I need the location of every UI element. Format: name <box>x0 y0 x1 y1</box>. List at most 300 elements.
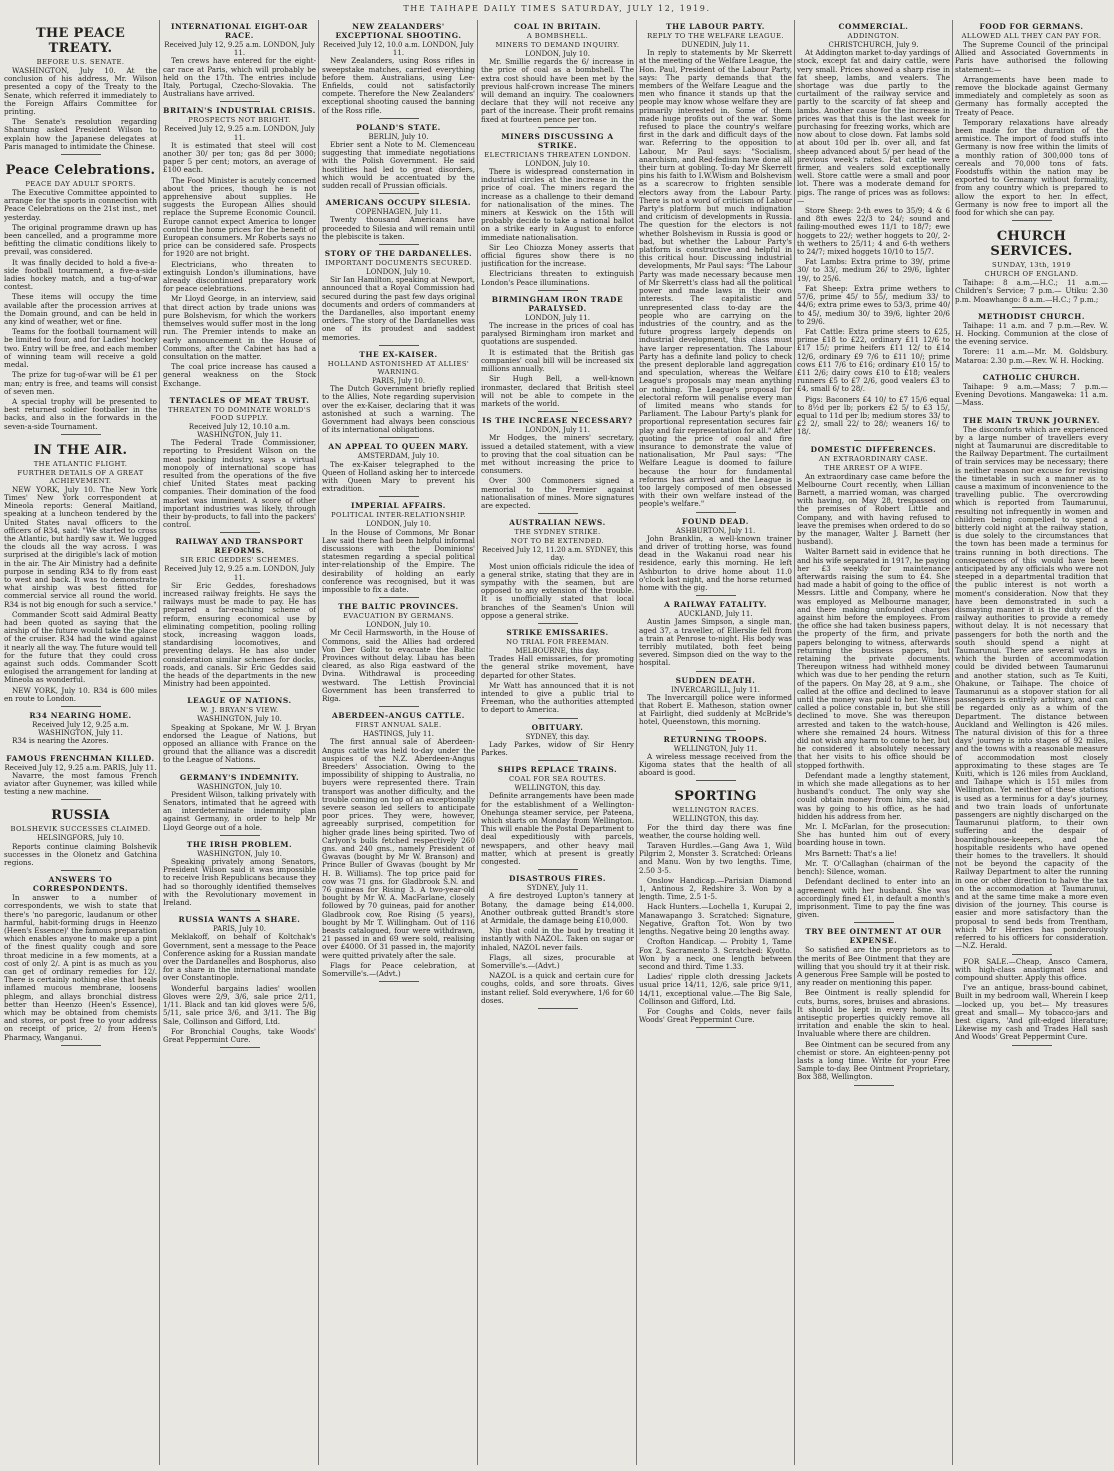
article-paragraph: Taihape: 11 a.m. and 7 p.m.—Rev. W. H. Hocking. Communion at the close of the evening service. <box>955 320 1108 347</box>
article-divider <box>220 691 260 692</box>
article-paragraph: Ebrier sent a Note to M. Clemenceau suggesting that immediate negotiations with the Polish Government. He said hostilities had led to great disorders, which would be accentuated by the sudden recall of Prussian officials. <box>322 140 475 191</box>
article <box>481 132 634 291</box>
article-divider <box>220 910 260 911</box>
article-paragraph: Sir Hugh Bell, a well-known ironmaster, declared that British steel will not be able to compete in the markets of the world. <box>481 374 634 408</box>
article-heading: INTERNATIONAL EIGHT-OAR RACE. <box>170 22 309 40</box>
article-heading: TRY BEE OINTMENT AT OUR EXPENSE. <box>805 927 942 946</box>
article <box>955 22 1108 221</box>
article-subheading: THE SYDNEY STRIKE. <box>514 528 601 537</box>
article <box>322 198 475 245</box>
article-heading: RAILWAY AND TRANSPORT REFORMS. <box>175 537 304 556</box>
article <box>163 915 316 1048</box>
article-paragraph: NAZOL is a quick and certain cure for coughs, colds, and sore throats. Gives instant relief. Sold everywhere, 1/6 for 60 doses. <box>481 971 634 1005</box>
article-paragraph: New Zealanders, using Ross rifles in sweepstake matches, carried everything before them. Australians, using Lee-Enfields, could not satisfactorily compete. Therefore the New Zealanders' exceptional shooting caused the banning of the Ross rifle. <box>322 56 475 115</box>
article-heading: FOOD FOR GERMANS. <box>979 22 1084 31</box>
article-paragraph: Electricians threaten to extinguish London's Peace illuminations. <box>481 269 634 287</box>
article-divider <box>1012 954 1052 955</box>
article-paragraph: The ex-Kaiser telegraphed to the Queen of Holland asking her to intercede with Queen Mary to prevent his extradition. <box>322 459 475 494</box>
article-divider <box>379 244 419 245</box>
article-heading: R34 NEARING HOME. <box>29 711 132 720</box>
article <box>163 773 316 836</box>
dateline: AMSTERDAM, July 10. <box>357 452 440 461</box>
article-paragraph: A special trophy will be presented to best returned soldier footballer in the backs, and also in the forwards in the seven-a-side Tournament. <box>4 396 157 431</box>
article <box>955 373 1108 412</box>
article-divider <box>379 597 419 598</box>
article-paragraph: Reports continue claiming Bolshevik successes in the Olonetz and Gatchina regions. <box>4 841 157 868</box>
article-heading: AN APPEAL TO QUEEN MARY. <box>328 442 469 452</box>
article-paragraph: Bee Ointment can be secured from any chemist or store. An eighteen-penny pot lasts a long time. Write for your Free Sample to-day. Bee Ointment Proprietary, Box 388, Wellington. <box>797 1039 950 1082</box>
masthead: THE TAIHAPE DAILY TIMES SATURDAY, JULY 12, 1919. <box>403 4 711 13</box>
article-paragraph: John Branklin, a well-known trainer and driver of trotting horse, was found dead in the Wakanui road near his residence, early this morning. He left Ashburton to drive home about 11.0 o'clock last night, and the horse returned home with the gig. <box>639 533 792 592</box>
article <box>481 295 634 412</box>
article-paragraph: For Coughs and Colds, never fails Woods' Great Peppermint Cure. <box>639 1006 792 1025</box>
article-paragraph: Hack Hunters.—Lochella 1, Kurupai 2, Manawapango 3. Scratched: Signature, Negative, Grafton Tot. Won by two lengths. Negative being 20 lengths away. <box>639 902 792 937</box>
article <box>163 840 316 911</box>
column-5 <box>639 18 792 1466</box>
dateline: CHRISTCHURCH, July 9. <box>828 41 919 49</box>
article-subheading: W. J. BRYAN'S VIEW. <box>200 706 279 715</box>
article-subheading: COAL FOR SEA ROUTES. <box>508 775 607 784</box>
article-divider <box>220 768 260 769</box>
article-paragraph: Definite arrangements have been made for the establishment of a Wellington-Onehunga steamer service, per Pateena, which starts on Monday from Wellington. This will enable the Postal Department to deal expeditiously with parcels, newspapers, and other heavy mail matter, which at present is greatly congested. <box>481 791 634 867</box>
article-divider <box>220 1047 260 1048</box>
column-rule <box>477 20 478 1465</box>
dateline: WASHINGTON, July 10. <box>197 849 282 858</box>
article-subheading: ALLOWED ALL THEY CAN PAY FOR. <box>961 32 1102 40</box>
dateline: Received July 12, 11.20 a.m. SYDNEY, this day. <box>482 546 633 563</box>
article-heading: STRIKE EMISSARIES. <box>506 627 609 637</box>
article-heading: OBITUARY. <box>531 722 584 732</box>
article-paragraph: Taihape: 9 a.m.—Mass; 7 p.m.—Evening Devotions. Mangaweka: 11 a.m.—Mass. <box>955 381 1108 408</box>
dateline: BERLIN, July 10. <box>368 132 429 141</box>
column-rule <box>159 20 160 1465</box>
article-paragraph: In answer to a number of correspondents, we wish to state that there's 'no paregoric, laudanum or other harmful, habit-forming drugs in Heenzo (Heen's Essence)' the famous preparation which enables anyone to make up a pint of the finest quality cough and sore throat medicine in a few moments, at a cost of only 2/. A pint is as much as you can get of ordinary remedies for 12/. There is certainly nothing else that heals inflamed mucous membrane, loosens phlegm, and allays bronchial distress better than Heenzo (Heen's Essence), which may be obtained from chemists and stores, or post free to your address on receipt of price, 2/ from Heen's Pharmacy, Wanganui. <box>4 893 157 1042</box>
article <box>639 735 792 782</box>
article <box>639 22 792 513</box>
article-subheading: A BOMBSHELL. <box>526 32 589 40</box>
dateline: PARIS, July 10. <box>371 376 426 385</box>
article-subheading: SUNDAY, 13th, 1919 <box>992 261 1071 270</box>
article-subheading: THE ATLANTIC FLIGHT. <box>33 459 128 468</box>
article-paragraph: For Bronchial Coughs, take Woods' Great Peppermint Cure. <box>163 1026 316 1044</box>
dateline: SYDNEY, July 11. <box>526 884 589 893</box>
article-paragraph: It is estimated that steel will cost another 30/ per ton; gas 8d per 3000; paper 5 per cent; motors, an average of £100 each. <box>163 140 316 175</box>
article-subheading: SIR ERIC GEDDES' SCHEMES. <box>180 556 299 565</box>
article <box>322 501 475 598</box>
article-paragraph: Walter Barnett said in evidence that he and his wife separated in 1917, he paying her £3 weekly for maintenance afterwards raising the sum to £4. She had made a habit of going to the office of Messrs. Little and Company, where he was employed as Melbourne manager, and there making unfounded charges against him before the employees. From the office she had taken business papers, the property of the firm, and private papers belonging to witness, afterwards returning the business papers, but retaining the private documents. Thereupon witness had withheld money which was due to her pending the return of the papers. On May 28, at 9 a.m., she called at the office and declined to leave until the money was paid to her. Witness called a police constable in, but she still declined to move. She was thereupon arrested and taken to the watch-house, where she remained 24 hours. Witness did not wish any harm to come to her, but he considered it absolutely necessary that her visits to his office should be stopped forthwith. <box>797 547 950 770</box>
article-divider <box>1012 307 1052 308</box>
dateline: WELLINGTON, this day. <box>514 784 601 793</box>
article-paragraph: Onslow Handicap.—Parisian Diamond 1, Antinous 2, Redshire 3. Won by a length. Time, 2.5 1-5. <box>639 875 792 902</box>
dateline: LONDON, July 11. <box>525 426 590 435</box>
article-heading: THE IRISH PROBLEM. <box>186 839 293 849</box>
article <box>955 416 1108 955</box>
article-heading: THE EX-KAISER. <box>359 349 438 359</box>
article-paragraph: Mr. I. McFarlan, for the prosecution: She has hunted him out of every boarding house in town. <box>797 822 950 848</box>
dateline: LONDON, July 10. <box>525 50 590 58</box>
dateline: Received July 12, 9.25 a.m. LONDON, July 11. <box>164 41 315 58</box>
article-subheading: MINERS TO DEMAND INQUIRY. <box>495 41 620 49</box>
article-subheading: PEACE DAY ADULT SPORTS. <box>25 180 136 189</box>
article-divider <box>379 496 419 497</box>
article-divider <box>1012 411 1052 412</box>
article-heading: DOMESTIC DIFFERENCES. <box>810 444 937 454</box>
article-heading: ABERDEEN-ANGUS CATTLE. <box>332 711 465 721</box>
dateline: SYDNEY, this day. <box>525 732 590 741</box>
article-paragraph: NEW YORK, July 10. R34 is 600 miles en route to London. <box>4 685 157 703</box>
article-paragraph: Speaking privately among Senators, President Wilson said it was impossible to receive Irish Republicans because they had so thoroughly identified themselves with the Revolutionary movement in Ireland. <box>163 857 316 908</box>
article-subheading: PROSPECTS NOT BRIGHT. <box>188 116 291 125</box>
article-divider <box>220 532 260 533</box>
article-heading: IMPERIAL AFFAIRS. <box>351 501 446 511</box>
article-subheading: CHURCH OF ENGLAND. <box>984 270 1079 279</box>
article-subheading: POLITICAL INTER-RELATIONSHIP. <box>331 511 466 520</box>
article-paragraph: An extraordinary case came before the Melbourne Court recently, when Lillian Barnett, a married woman, was charged with having, on May 28, trespassed on the premises of Robert Little and Company, and with having refused to leave the premises when ordered to do so by the manager, Walter J. Barnett (her husband). <box>797 471 950 547</box>
article <box>163 396 316 534</box>
article <box>481 874 634 1009</box>
article-subheading: THREATEN TO DOMINATE WORLD'S FOOD SUPPLY. <box>167 405 312 422</box>
article-paragraph: Mr Watt has announced that it is not intended to give a public trial to Freeman, who the authorities attempted to deport to America. <box>481 680 634 715</box>
article-divider <box>696 512 736 513</box>
dateline: LONDON, July 10. <box>366 621 431 630</box>
article-heading: FAMOUS FRENCHMAN KILLED. <box>6 753 155 763</box>
article-divider <box>854 1085 894 1086</box>
article <box>163 537 316 692</box>
article-subheading: FURTHER DETAILS OF A GREAT ACHIEVEMENT. <box>17 468 144 485</box>
article-paragraph: At Addington market to-day yardings of stock, except fat and dairy cattle, were very small. Prices showed a sharp rise in fat sheep, lambs, and vealers. The shortage was due partly to the curtailment of the railway service and partly to the scarcity of fat sheep and lambs. Another cause for the increase in prices was that this is the last week for purchasing for freezing works, which are now about to close down. Fat lambs sold at about 10d per lb. over all, and fat sheep advanced about 5/ per head of the previous week's rates. Fat cattle were firmer, and vealers sold exceptionally well. Store cattle were a small and poor lot. There was a moderate demand for pigs. The range of prices was as follows:— <box>797 48 950 205</box>
article-paragraph: The Supreme Council of the principal Allied and Associated Governments in Paris have authorised the following statement:— <box>955 40 1108 74</box>
dateline: LONDON, July 10. <box>366 268 431 277</box>
dateline: INVERCARGILL, July 11. <box>671 685 760 694</box>
article-paragraph: I've an antique, brass-bound cabinet, Built in my bedroom wall, Wherein I keep—locked up, you bet— My treasures great and small— My tobacco-jars and best cigars, 'And gilt-edged literature; Likewise my cash and Trades Hall sash And Woods' Great Peppermint Cure. <box>955 983 1108 1042</box>
article-divider <box>220 391 260 392</box>
article-heading: COMMERCIAL. <box>838 22 909 31</box>
article-subheading: THE ARREST OF A WIFE. <box>824 463 923 472</box>
dateline: Received July 12, 9.25 a.m. LONDON, July 11. <box>164 565 315 582</box>
article-divider <box>379 981 419 982</box>
article-paragraph: A fire destroyed Lupton's tannery at Botany, the damage being £14,000. Another outbreak gutted Brandt's store at Armidale, the damage being £10,000. <box>481 891 634 926</box>
column-rule <box>636 20 637 1465</box>
article-heading: BIRMINGHAM IRON TRADE PARALYSED. <box>491 294 624 313</box>
article <box>639 600 792 671</box>
article-divider <box>538 290 578 291</box>
article-heading: STORY OF THE DARDANELLES. <box>324 249 473 259</box>
article-divider <box>538 623 578 624</box>
article <box>797 445 950 924</box>
article-divider <box>379 118 419 119</box>
article-paragraph: Fat Lambs: Extra prime to 39/, prime 30/ to 33/, medium 26/ to 29/6, lighter 19/, to 25/6. <box>797 257 950 283</box>
article-heading: LEAGUE OF NATIONS. <box>187 696 292 706</box>
article-paragraph: Meklakoff, on behalf of Koltchak's Government, sent a message to the Peace Conference asking for a Russian mandate over the Dardanelles and Bosphorus, also for a share in the international mandate over Constantinople. <box>163 932 316 983</box>
article-heading: SPORTING <box>674 789 757 805</box>
dateline: MELBOURNE, this day. <box>515 646 600 655</box>
article-divider <box>538 411 578 412</box>
article-paragraph: Flags for Peace celebration, at Somerville's.—(Advt.) <box>322 960 475 979</box>
article <box>322 711 475 982</box>
article <box>163 22 316 102</box>
article-heading: RUSSIA <box>51 808 110 824</box>
article-paragraph: Navarre, the most famous French aviator after Guynemer, was killed while testing a new machine. <box>4 770 157 797</box>
article-divider <box>696 780 736 781</box>
column-6 <box>797 18 950 1466</box>
article <box>639 676 792 731</box>
article-heading: AUSTRALIAN NEWS. <box>509 518 606 528</box>
article-heading: THE BALTIC PROVINCES. <box>338 602 459 612</box>
article-paragraph: Ten crews have entered for the eight-car race at Paris, which will probably be held on the 17th. The entries include Italy, Portugal, Czecho-Slovakia. The Australians have arrived. <box>163 56 316 99</box>
article-heading: COAL IN BRITAIN. <box>513 22 602 31</box>
article-paragraph: Teams for the football tournament will be limited to four, and for Ladies' hockey two. Entry will be free, and each member of winning team will receive a gold medal. <box>4 327 157 370</box>
dateline: PARIS, July 10. <box>212 925 267 934</box>
article-paragraph: The Federal Trade Commissioner, reporting to President Wilson on the meat packing industry, says a virtual monopoly of international scope has resulted from the operations of the five chief United States meat packing companies. Their domination of the food market was imminent. A score of other important industries was likely, through their by-products, to fall into the packers' control. <box>163 438 316 530</box>
article-paragraph: Speaking at Spokane, Mr W. J. Bryan endorsed the League of Nations, but opposed an alliance with France on the ground that the alliance was a discredit to the League of Nations. <box>163 722 316 765</box>
dateline: Received July 12, 10.0 a.m. LONDON, July 11. <box>323 41 474 58</box>
article-paragraph: Over 300 Commoners signed a memorial to the Premier against nationalisation of mines. More signatures are expected. <box>481 476 634 510</box>
article-paragraph: Flags, all sizes, procurable at Somerville's.—(Advt.) <box>481 952 634 971</box>
dateline: DUNEDIN, July 11. <box>681 41 750 49</box>
article-paragraph: Sir Ian Hamilton, speaking at Newport, announced that a Royal Commission had secured during the past few days original documents and orders of commanders at the Dardanelles, also important enemy orders. The story of the Dardanelles was one of its proudest and saddest memories. <box>322 275 475 342</box>
article-subheading: NOT TO BE EXTENDED. <box>510 537 605 546</box>
dateline: LONDON, July 10. <box>525 159 590 168</box>
article-divider <box>61 799 101 800</box>
article-paragraph: WASHINGTON, July 10. At the conclusion of his address, Mr. Wilson presented a copy of the Treaty to the Senate, which referred it immediately to the Foreign Affairs Committee for printing. <box>4 66 157 117</box>
article-paragraph: The prize for tug-of-war will be £1 per man; entry is free, and teams will consist of seven men. <box>4 370 157 396</box>
article-paragraph: Mr Hodges, the miners' secretary, issued a detailed statement, with a view to proving that the coal situation can be met without increasing the price to consumers. <box>481 433 634 476</box>
article-paragraph: Most union officials ridicule the idea of a general strike, stating that they are in sympathy with the seamen, but are opposed to any extension of the trouble. It is unofficially stated that local branches of the Seamen's Union will oppose a general strike. <box>481 561 634 620</box>
dateline: WELLINGTON, this day. <box>672 815 759 824</box>
article-divider <box>696 671 736 672</box>
article-divider <box>61 154 101 155</box>
article <box>481 765 634 870</box>
article-paragraph: Defendant declined to enter into an agreement with her husband. She was accordingly fined £1, in default a month's imprisonment. Time to pay the fine was given. <box>797 877 950 920</box>
article <box>4 711 157 750</box>
article-paragraph: Electricians, who threaten to extinguish London's illuminations, have already discontinued preparatory work for peace celebrations. <box>163 259 316 294</box>
article-paragraph: The Senate's resolution regarding Shantung asked President Wilson to explain how the Japanese delegates at Paris managed to intimidate the Chinese. <box>4 117 157 151</box>
article-paragraph: It was finally decided to hold a five-a-side football tournament, a five-a-side ladies hockey match, and a tug-of-war contest. <box>4 257 157 292</box>
dateline: COPENHAGEN, July 11. <box>355 208 442 217</box>
column-rule <box>318 20 319 1465</box>
article-divider <box>538 1008 578 1009</box>
article-paragraph: The first annual sale of Aberdeen-Angus cattle was held to-day under the auspices of the N.Z. Aberdeen-Angus Breeders' Association. Owing to the impossibility of shipping to Australia, no buyers were represented there. Train transport was another difficulty, and the trouble coming on top of an exceptionally severe season led sellers to anticipate poor prices. They were, however, agreeably surprised, competition for higher grade lines being spirited. Two of Carlyon's bulls fetched respectively 260 gns. and 240 gns., namely President of Gwavas (bought by Mr W. Branson) and Prince Buller of Gwavas (bought by Mr H. B. Williams). The top price paid for cow was 71 gns. for Gladbrook S.N. and 76 guineas for Rising 3. A two-year-old bought by Mr W. A. MacFarlane, closely followed by 70 guineas, paid for another Gladbrook cow, Roe Rising (5 years), bought by Mr T. Willingham. Out of 116 beasts catalogued, four were withdrawn, 21 passed in and 69 were sold, realising over £4000. Of 31 passed in, the majority were quitted privately after the sale. <box>322 737 475 960</box>
article-paragraph: A wireless message received from the Kigoma states that the health of all aboard is good. <box>639 751 792 778</box>
article-divider <box>379 437 419 438</box>
article-divider <box>538 718 578 719</box>
article-heading: CHURCH SERVICES. <box>990 229 1073 260</box>
article-subheading: BOLSHEVIK SUCCESSES CLAIMED. <box>10 825 151 834</box>
article-heading: THE PEACE TREATY. <box>35 26 126 56</box>
article-paragraph: FOR SALE.—Cheap, Ansco Camera, with high-class anastigmat lens and compound shutter. Apply this office. <box>955 956 1108 982</box>
article-paragraph: Mr. Smillie regards the 6/ increase in the price of coal as a bombshell. The extra cost should have been met by the previous half-crown increase The miners will demand an inquiry. The coalowners declare that they will not receive any part of the increase. Their profit remains fixed at fourteen pence per ton. <box>481 57 634 124</box>
article-divider <box>696 595 736 596</box>
article-heading: THE MAIN TRUNK JOURNEY. <box>963 415 1100 425</box>
article-subheading: REPLY TO THE WELFARE LEAGUE. <box>647 32 784 40</box>
article <box>322 249 475 346</box>
article <box>955 312 1108 369</box>
dateline: ASHBURTON, July 11. <box>675 526 756 535</box>
article-paragraph: Taraven Hurdles.—Gang Awa 1, Wild Pilgrim 2, Monster 3. Scratched: Orleans and Manu. Won by two lengths. Time, 2.50 3-5. <box>639 841 792 875</box>
article-paragraph: Austin James Simpson, a single man, aged 37, a traveller, of Ellerslie fell from a train at Penrose to-night. His body was terribly mutilated, both feet being severed. Simpson died on the way to the hospital. <box>639 617 792 668</box>
article-paragraph: Taihape: 8 a.m.—H.C.; 11 a.m.—Children's Service; 7 p.m.— Utiku: 2.30 p.m. Moawhango: 8 a.m.—H.C.; 7 p.m.; <box>955 278 1108 304</box>
article-divider <box>379 345 419 346</box>
article-paragraph: So satisfied are the proprietors as to the merits of Bee Ointment that they are willing that you should try it at their risk. A generous Free Sample will be posted to any reader on mentioning this paper. <box>797 945 950 988</box>
article-paragraph: Arrangements have been made to remove the blockade against Germany immediately and completely as soon as Germany has formally accepted the Treaty of Peace. <box>955 74 1108 117</box>
column-rule <box>794 20 795 1465</box>
article-divider <box>379 706 419 707</box>
article-heading: RUSSIA WANTS A SHARE. <box>178 915 301 925</box>
article <box>481 518 634 624</box>
dateline: LONDON, July 11. <box>525 313 590 322</box>
article-heading: ANSWERS TO CORRESPONDENTS. <box>32 875 129 894</box>
article-paragraph: The discomforts which are experienced by a large number of travellers every night at Taumarunui are discreditable to the Railway Department. The curtailment of train services may be necessary; there is neither reason nor excuse for revising the timetable in such a manner as to cause a maximum of inconvenience to the travelling public. The overcrowding which is reported from Taumarunui, resulting not infrequently in women and children being compelled to spend a bitterly cold night at the railway station, is due solely to the circumstances that the town has been made a terminus for trains running in both directions. The consequences of this would have been anticipated by any officials who were not steeped in a departmental tradition that the public interest is not worth a moment's consideration. Now that they have been demonstrated in such a dismaying manner it is the duty of the railway authorities to provide a remedy without delay. It is not necessary that passengers for both the north and the south should spend a night at Taumarunui. There are several ways in which the burden of accommodation could be divided between Taumarunui and another station, such as Te Kuiti, Ohakune, or Taihape. The choice of Taumarunui as a stopover station for all passengers is entirely arbitrary, and can be regarded only as a whim of the Department. The distance between Auckland and Wellington is 426 miles. The natural division of this for a three days' journey is into stages of 92 miles, and the towns with a reasonable measure of accommodation most closely approximating to these stages are Te Kuiti, which is 126 miles from Auckland, and Taihape which is 151 miles from Wellington. Yet neither of these stations is used as a terminus for a day's journey, and two train loads of unfortunate passengers are nightly discharged on the Taumarunui platform, to their own suffering and the despair of boardinghouse-keepers, and the hospitable residents who have opened their homes to the travellers. It should not be beyond the capacity of the Railway Department to alter the running in one or other direction to halve the tax on the accommodation at Taumarunui, and at the same time make a more even division of the journey. This course is easier and more satisfactory than the proposal to send beds from Trentham, which Mr Herries has ponderously referred to his officers for consideration.—N.Z. Herald. <box>955 424 1108 951</box>
dateline: WELLINGTON, July 11. <box>673 744 758 753</box>
article-subheading: IMPORTANT DOCUMENTS SECURED. <box>325 259 472 268</box>
article <box>4 443 157 707</box>
article-paragraph: In the House of Commons, Mr Bonar Law said there had been helpful informal discussions with the Dominions' statesmen regarding a special political inter-relationship of the Empire. The desirability of holding an early conference was recognised, but it was impossible to fix a date. <box>322 527 475 594</box>
article-paragraph: In reply to statements by Mr Skerrett at the meeting of the Welfare League, the Hon. Paul, President of the Labour Party, says: The party demands that the members of the Welfare League and the men who finance it stands up that the people may know whose welfare they are primarily interested in. Some of them made huge profits out of the war. Some refused to place the country's welfare first in the dark and difficult days of the war. Referring to the opposition to Labour, Mr Paul says: "Socialism, anarchism, and Red-fedism have done all their turn at gobling. To-day Mr Skerrett pins his faith to I.W.Wism and Bolshevism as a scarecrow to frighten sensible electors away from the Labour Party. There is not a word of criticism of Labour Party's platform but much indignation and criticism of developments in Russia. The question for the electors is not whether Bolshevism in Russia is good or bad, but whether the Labour Party's platform is constructive and helpful in this critical hour. Discussing industrial developments, Mr Paul says: "The Labour Party was made necessary because men of Mr Skerrett's class had all the political power and made laws in their own interests. The capitalistic and unrepresented class to-day are the people who are carrying on the industries of the country, and as the future progress largely depends on industrial development, this class must have larger representation. The Labour Party has a definite land policy to check the present deplorable land aggregation and speculation, whereas the Welfare League's proposals may mean anything or nothing. The League's proposal for electoral reform will penalise every man of limited means who stands for Parliament. The Labour Party's plank for proportional representation secures fair play and fair representation for all." After quoting the price of coal and fire insurance to demonstrate the value of nationalisation, Mr Paul says: "The Welfare League is doomed to failure because the hour for fundamental reforms has arrived and the League is too largely composed of men obsessed with their own welfare instead of the people's welfare." <box>639 48 792 509</box>
article <box>639 517 792 597</box>
article-divider <box>696 1027 736 1028</box>
article <box>322 123 475 194</box>
article <box>163 696 316 768</box>
article-heading: SUDDEN DEATH. <box>675 675 756 685</box>
article-paragraph: Mr Cecil Harmsworth, in the House of Commons, said the Allies had ordered Von Der Goltz to evacuate the Baltic Provinces without delay. Libau has been cleared, as also Riga eastward of the Dvina. Withdrawal is proceeding westward. The Lettish Provincial Government has been transferred to Riga. <box>322 628 475 703</box>
article-heading: MINERS DISCUSSING A STRIKE. <box>501 131 614 150</box>
article-paragraph: For the third day there was fine weather, the course holding well. <box>639 822 792 840</box>
article-divider <box>538 513 578 514</box>
article-subheading: EVACUATION BY GERMANS. <box>343 612 454 621</box>
column-3 <box>322 18 475 1466</box>
dateline: WASHINGTON, July 10. <box>197 715 282 724</box>
dateline: Received July 12, 9.25 a.m. WASHINGTON, July 11. <box>32 721 129 738</box>
article-paragraph: Store Sheep: 2-th ewes to 35/9; 4 & 6 and 8th ewes 22/3 to 24/; sound and failing-mouthed ewes 11/1 to 18/7; ewe hoggets to 22/; wether hoggets to 20/, 2-th wethers to 25/11; 4 and 6-th wethers to 24/7; mixed hoggets 10/10 to 15/7. <box>797 206 950 257</box>
column-rule <box>952 20 953 1465</box>
article-heading: CATHOLIC CHURCH. <box>982 372 1081 382</box>
article-heading: IN THE AIR. <box>33 442 128 458</box>
article <box>322 602 475 707</box>
article-heading: IS THE INCREASE NECESSARY? <box>482 416 633 426</box>
article-divider <box>61 870 101 871</box>
column-1 <box>4 18 157 1466</box>
article-paragraph: The increase in the prices of coal has paralysed Birmingham iron market and quotations are suspended. <box>481 321 634 347</box>
article <box>797 22 950 441</box>
article-subheading: ELECTRICIANS THREATEN LONDON. <box>484 150 631 159</box>
article-paragraph: The coal price increase has caused a general weakness on the Stock Exchange. <box>163 362 316 388</box>
dateline: LONDON, July 10. <box>366 520 431 529</box>
article <box>639 789 792 1028</box>
article-paragraph: Commander Scott said Admiral Beatty had been quoted as saying that the airship of the future would take the place of the cruiser. R34 had the wind against it nearly all the way. The future would tell for the future that they could cross against such odds. Commander Scott eulogised the arrangement for landing at Mineola as wonderful. <box>4 609 157 685</box>
article-divider <box>220 101 260 102</box>
article-paragraph: Trades Hall emissaries, for promoting the general strike movement, have departed for other States. <box>481 654 634 680</box>
article-divider <box>538 127 578 128</box>
article-paragraph: Bee Ointment is really splendid for cuts, burns, sores, bruises and abrasions. It should be kept in every home. Its antiseptic properties quickly remove all irritation and enable the skin to heal. Invaluable where there are children. <box>797 988 950 1039</box>
article-divider <box>61 706 101 707</box>
article-paragraph: Fat Sheep: Extra prime wethers to 57/6, prime 45/ to 55/, medium 33/ to 44/6; extra prime ewes to 53/3, prime 40/ to 45/, medium 30/ to 39/6, lighter 20/6 to 29/6. <box>797 283 950 326</box>
column-7 <box>955 18 1108 1466</box>
article-paragraph: President Wilson, talking privately with Senators, intimated that he agreed with an interdeterminate indemnity plan against Germany, in order to help Mr Lloyd George out of a hole. <box>163 789 316 832</box>
article-paragraph: Lady Parkes, widow of Sir Henry Parkes. <box>481 739 634 757</box>
article-paragraph: Pigs: Baconers £4 10/ to £7 15/6 equal to 8½d per lb; porkers £2 5/ to £3 15/, equal to 11d per lb; medium stores 33/ to £2 2/, small 22/ to 28/; weaners 16/ to 18/. <box>797 394 950 437</box>
column-2 <box>163 18 316 1466</box>
article-heading: NEW ZEALANDERS' EXCEPTIONAL SHOOTING. <box>335 22 462 40</box>
article-heading: THE LABOUR PARTY. <box>666 22 765 31</box>
article-paragraph: Defendant made a lengthy statement, in which she made allegations as to her husband's conduct. The only way she could obtain money from him, she said, was by going to his office, as he had hidden his address from her. <box>797 770 950 821</box>
article <box>481 723 634 762</box>
article-heading: FOUND DEAD. <box>682 516 749 526</box>
article-heading: POLAND'S STATE. <box>356 122 441 132</box>
article-paragraph: Mr Lloyd George, in an interview, said that direct action by trade unions was pure Bolshevism, for which the workers themselves would suffer most in the long run. The Premier intends to make an early announcement in the House of Commons, after the Cabinet has had a consultation on the matter. <box>163 294 316 361</box>
article-subheading: AN EXTRAORDINARY CASE. <box>818 454 929 463</box>
dateline: AUCKLAND, July 11. <box>678 610 753 619</box>
dateline: Received July 12, 9.25 a.m. LONDON, July 11. <box>164 125 315 142</box>
article-subheading: HOLLAND ASTONISHED AT ALLIES' WARNING. <box>327 359 470 376</box>
article-paragraph: Temporary relaxations have already been made for the duration of the armistice. The import of food stuffs into Germany is now free within the limits of a monthly ration of 300,000 tons of cereals and 70,000 tons of fats. Foodstuffs within the nation may be exported to Germany without formality, from any country which is prepared to allow the export to her. In effect, Germany is now free to import all the food for which she can pay. <box>955 117 1108 218</box>
article-divider <box>854 922 894 923</box>
article-heading: SHIPS REPLACE TRAINS. <box>497 765 618 775</box>
article-paragraph: Crofton Handicap. — Probity 1, Tame Fox 2, Sacramento 3. Scratched: Kyotto. Won by a neck, one length between second and third. Time 1.33. <box>639 937 792 971</box>
article-paragraph: R34 is nearing the Azores. <box>12 736 109 746</box>
article-divider <box>1012 368 1052 369</box>
article-divider <box>220 835 260 836</box>
article-paragraph: It is estimated that the British gas companies' coal bill will be increased six millions annually. <box>481 347 634 374</box>
article <box>4 875 157 1046</box>
article-paragraph: The Invercargill police were informed that Robert E. Matheson, station owner at Fairlight, died suddenly at McBride's hotel, Queenstown, this morning. <box>639 692 792 727</box>
article-paragraph: Fat Cattle: Extra prime steers to £25, prime £18 to £22, ordinary £11 12/6 to £17 15/; prime heifers £11 12/ to £14 12/6, ordinary £9 7/6 to £11 10/; prime cows £11 7/6 to £16; ordinary £10 15/ to £11 2/6; dairy cows £10 to £18; vealers runners £5 to £7 2/6, good vealers £3 to £4, small 6/ to 28/. <box>797 326 950 394</box>
article-paragraph: The Dutch Government briefly replied to the Allies, Note regarding supervision over the ex-Kaiser, declaring that it was astonished at such a warning. The Government had always been conscious of its international obligations. <box>322 384 475 435</box>
article-divider <box>61 749 101 750</box>
article-subheading: ADDINGTON. <box>847 32 900 40</box>
article <box>4 26 157 155</box>
dateline: HELSINGFORS, July 10. <box>37 834 124 843</box>
dateline: Received July 12, 10.10 a.m. WASHINGTON, July 11. <box>188 422 291 439</box>
article-heading: GERMANY'S INDEMNITY. <box>179 772 300 782</box>
dateline: HASTINGS, July 11. <box>363 730 434 739</box>
article-divider <box>61 1045 101 1046</box>
article-paragraph: Torere: 11 a.m.—Mr. M. Goldsbury. Mataroa: 2.30 p.m.—Rev. W. H. Hocking. <box>955 347 1108 365</box>
article-paragraph: There is widespread consternation in industrial circles at the increase in the price of coal. The miners regard the increase as a challenge to their demand for nationalisation of the mines. The miners at Keswick on the 15th will probably decide to take a national ballot on a strike early in August to enforce immediate nationalisation. <box>481 167 634 242</box>
article <box>322 22 475 119</box>
column-4 <box>481 18 634 1466</box>
article-paragraph: The original programme drawn up has been cancelled, and a programme more befitting the climatic conditions likely to prevail, was considered. <box>4 222 157 257</box>
article-heading: DISASTROUS FIRES. <box>508 874 607 884</box>
article <box>797 927 950 1085</box>
article <box>955 958 1108 1046</box>
article-paragraph: NEW YORK, July 10. The New York Times' New York correspondent at Mineola reports: General Maitland, speaking at a luncheon tendered by the United States naval officers to the officers of R34, said: "We started to cross the Atlantic, but hardly saw it. We lugged the clouds all the way across. I was surprised at the dirigible's lack of motion in the air. The Air Ministry had a definite purpose in sending R34 to fly from east to west and back. It was to demonstrate what airship was best fitted for commercial service all round the world. R34 is not big enough for such a service." <box>4 484 157 609</box>
article <box>481 628 634 719</box>
article-paragraph: Ladies' ripple cloth dressing Jackets usual price 14/11, 12/6, sale price 9/11, 14/11, exceptional value.—The Big Sale, Collinson and Gifford, Ltd. <box>639 972 792 1006</box>
article <box>4 754 157 801</box>
article-subheading: BEFORE U.S. SENATE. <box>36 58 125 66</box>
article-divider <box>1012 1045 1052 1046</box>
article-heading: A RAILWAY FATALITY. <box>664 600 767 610</box>
article-heading: BRITAIN'S INDUSTRIAL CRISIS. <box>163 106 316 116</box>
article-divider <box>538 760 578 761</box>
article <box>4 808 157 871</box>
article-subheading: WELLINGTON RACES. <box>672 806 759 815</box>
article <box>322 442 475 497</box>
article-subheading: NO TRIAL FOR FREEMAN. <box>506 637 609 646</box>
article-paragraph: Sir Eric Geddes, foreshadows increased railway freights. He says the railways must be made to pay. He has prepared a far-reaching scheme of reform, ensuring economical use by eliminating competition, pooling rolling stock, increasing waggon loads, standardising locomotives, and preventing delays. He has also under consideration similar schemes for docks, roads, and canals. Sir Eric Geddes said the heads of the departments in the new Ministry had been appointed. <box>163 580 316 689</box>
article <box>163 106 316 391</box>
article <box>322 350 475 438</box>
article-divider <box>854 440 894 441</box>
article-paragraph: Nip that cold in the bud by treating it instantly with NAZOL. Taken on sugar or inhaled, NAZOL never fails. <box>481 926 634 952</box>
article-heading: Peace Celebrations. <box>5 163 156 179</box>
article-divider <box>696 730 736 731</box>
article-paragraph: Mrs Barnett: That's a lie! <box>805 848 897 858</box>
article-paragraph: Mr. T. O'Callaghan (chairman of the bench): Silence, woman. <box>797 858 950 877</box>
article <box>481 22 634 128</box>
dateline: WASHINGTON, July 10. <box>197 782 282 791</box>
article-divider <box>1012 220 1052 221</box>
